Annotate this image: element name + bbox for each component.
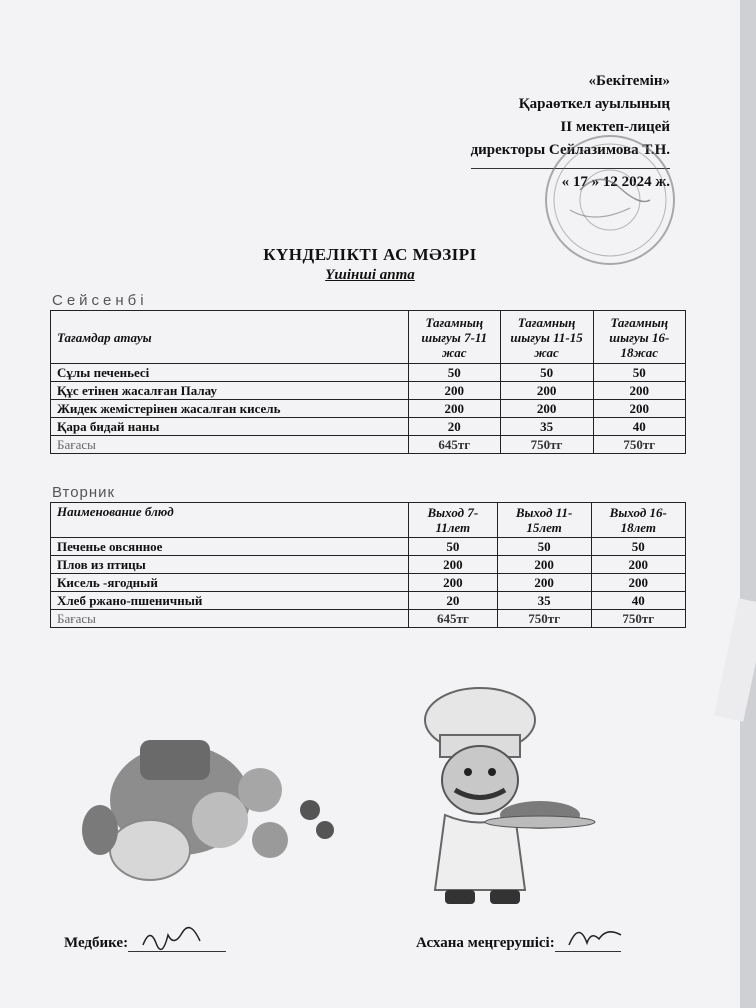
handwritten-signature-icon xyxy=(565,921,625,951)
dish-name: Қара бидай наны xyxy=(51,418,409,436)
food-and-chef-illustration xyxy=(70,680,630,920)
price-value: 645тг xyxy=(409,610,498,628)
header-age-16-18: Выход 16-18лет xyxy=(591,503,685,538)
table-row xyxy=(51,364,686,382)
table-row xyxy=(51,418,686,436)
price-row xyxy=(51,436,686,454)
portion-value: 200 xyxy=(593,400,685,418)
portion-value: 40 xyxy=(593,418,685,436)
dish-name: Плов из птицы xyxy=(51,556,409,574)
table-row xyxy=(51,574,686,592)
price-row xyxy=(51,610,686,628)
day-label-ru: Вторник xyxy=(52,484,116,501)
portion-value: 200 xyxy=(593,382,685,400)
header-age-16-18: Тағамның шығуы 16-18жас xyxy=(593,311,685,364)
day-label-kz: Сейсенбі xyxy=(52,292,148,309)
portion-value: 200 xyxy=(409,556,498,574)
background-edge xyxy=(740,0,756,1008)
handwritten-signature-icon xyxy=(138,925,208,951)
nurse-label: Медбике: xyxy=(64,935,129,951)
price-value: 750тг xyxy=(500,436,593,454)
chef-icon xyxy=(425,688,595,904)
portion-value: 200 xyxy=(591,556,685,574)
dish-name: Хлеб ржано-пшеничный xyxy=(51,592,409,610)
portion-value: 35 xyxy=(497,592,591,610)
menu-table-ru xyxy=(50,502,686,628)
kitchen-head-signature-line xyxy=(555,951,621,952)
dish-name: Сұлы печеньесі xyxy=(51,364,409,382)
page-title: КҮНДЕЛІКТІ АС МӘЗІРІ xyxy=(263,245,477,264)
price-label: Бағасы xyxy=(51,436,409,454)
portion-value: 200 xyxy=(409,382,501,400)
approval-line-3: ІІ мектеп-лицей xyxy=(560,119,670,135)
portion-value: 200 xyxy=(497,574,591,592)
table-header-row xyxy=(51,311,686,364)
header-age-7-11: Выход 7-11лет xyxy=(409,503,498,538)
portion-value: 20 xyxy=(409,592,498,610)
week-subtitle: Үшінші апта xyxy=(325,267,415,283)
table-row xyxy=(51,592,686,610)
nurse-signature xyxy=(64,935,226,952)
menu-table-kz xyxy=(50,310,686,454)
portion-value: 200 xyxy=(500,382,593,400)
table-row xyxy=(51,382,686,400)
portion-value: 50 xyxy=(409,364,501,382)
table-row xyxy=(51,538,686,556)
portion-value: 20 xyxy=(409,418,501,436)
portion-value: 50 xyxy=(409,538,498,556)
table-row xyxy=(51,556,686,574)
price-value: 645тг xyxy=(409,436,501,454)
fruit-bread-basket-icon xyxy=(82,740,334,880)
price-value: 750тг xyxy=(593,436,685,454)
price-label: Бағасы xyxy=(51,610,409,628)
table-header-row xyxy=(51,503,686,538)
title-block xyxy=(0,245,740,284)
dish-name: Кисель -ягодный xyxy=(51,574,409,592)
portion-value: 200 xyxy=(591,574,685,592)
header-age-7-11: Тағамның шығуы 7-11 жас xyxy=(409,311,501,364)
approval-line-4: директоры Сейлазимова Т.Н. xyxy=(470,142,670,158)
portion-value: 200 xyxy=(409,574,498,592)
kitchen-head-signature xyxy=(416,935,621,952)
header-dish-name: Наименование блюд xyxy=(51,503,409,538)
portion-value: 200 xyxy=(409,400,501,418)
portion-value: 200 xyxy=(497,556,591,574)
approval-line-2: Қараөткел ауылының xyxy=(518,96,670,112)
portion-value: 50 xyxy=(497,538,591,556)
portion-value: 35 xyxy=(500,418,593,436)
header-age-11-15: Тағамның шығуы 11-15 жас xyxy=(500,311,593,364)
portion-value: 200 xyxy=(500,400,593,418)
portion-value: 40 xyxy=(591,592,685,610)
dish-name: Жидек жемістерінен жасалған кисель xyxy=(51,400,409,418)
price-value: 750тг xyxy=(497,610,591,628)
dish-name: Печенье овсянное xyxy=(51,538,409,556)
header-dish-name: Тағамдар атауы xyxy=(51,311,409,364)
approval-date: « 17 » 12 2024 ж. xyxy=(471,168,670,194)
nurse-signature-line xyxy=(128,951,226,952)
portion-value: 50 xyxy=(593,364,685,382)
kitchen-head-label: Асхана меңгерушісі: xyxy=(416,935,555,951)
header-age-11-15: Выход 11-15лет xyxy=(497,503,591,538)
price-value: 750тг xyxy=(591,610,685,628)
approval-line-1: «Бекітемін» xyxy=(588,73,670,89)
portion-value: 50 xyxy=(591,538,685,556)
portion-value: 50 xyxy=(500,364,593,382)
table-row xyxy=(51,400,686,418)
dish-name: Құс етінен жасалған Палау xyxy=(51,382,409,400)
